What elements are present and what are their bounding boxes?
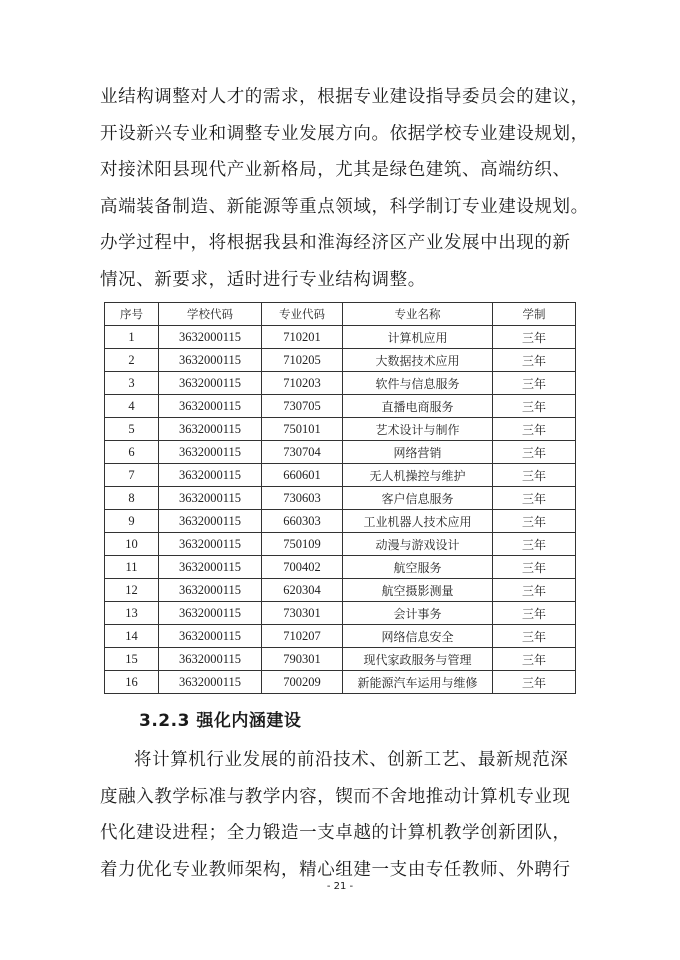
cell-school-code: 3632000115 xyxy=(159,418,262,441)
cell-duration: 三年 xyxy=(493,579,576,602)
cell-major-code: 730704 xyxy=(262,441,343,464)
cell-school-code: 3632000115 xyxy=(159,602,262,625)
cell-duration: 三年 xyxy=(493,441,576,464)
cell-major-name: 会计事务 xyxy=(343,602,493,625)
cell-major-code: 730603 xyxy=(262,487,343,510)
table-row xyxy=(105,510,576,533)
cell-major-name: 计算机应用 xyxy=(343,326,493,349)
bottom-paragraph xyxy=(100,742,600,888)
cell-major-name: 软件与信息服务 xyxy=(343,372,493,395)
paragraph-line: 开设新兴专业和调整专业发展方向。依据学校专业建设规划， xyxy=(100,123,589,144)
cell-major-code: 710201 xyxy=(262,326,343,349)
cell-major-name: 新能源汽车运用与维修 xyxy=(343,671,493,694)
cell-school-code: 3632000115 xyxy=(159,625,262,648)
cell-school-code: 3632000115 xyxy=(159,510,262,533)
cell-major-code: 660601 xyxy=(262,464,343,487)
table-row xyxy=(105,349,576,372)
table-row xyxy=(105,418,576,441)
cell-school-code: 3632000115 xyxy=(159,556,262,579)
cell-index: 15 xyxy=(105,648,159,671)
cell-school-code: 3632000115 xyxy=(159,648,262,671)
cell-school-code: 3632000115 xyxy=(159,533,262,556)
paragraph-line: 情况、新要求，适时进行专业结构调整。 xyxy=(100,269,426,290)
cell-major-code: 620304 xyxy=(262,579,343,602)
cell-index: 12 xyxy=(105,579,159,602)
cell-duration: 三年 xyxy=(493,487,576,510)
cell-duration: 三年 xyxy=(493,625,576,648)
cell-major-code: 710203 xyxy=(262,372,343,395)
cell-major-code: 730301 xyxy=(262,602,343,625)
table-row xyxy=(105,464,576,487)
cell-school-code: 3632000115 xyxy=(159,487,262,510)
header-major-code: 专业代码 xyxy=(262,303,343,326)
cell-major-name: 客户信息服务 xyxy=(343,487,493,510)
cell-duration: 三年 xyxy=(493,349,576,372)
header-duration: 学制 xyxy=(493,303,576,326)
table-row xyxy=(105,671,576,694)
cell-index: 3 xyxy=(105,372,159,395)
cell-duration: 三年 xyxy=(493,418,576,441)
paragraph-line: 将计算机行业发展的前沿技术、创新工艺、最新规范深 xyxy=(134,750,569,770)
cell-duration: 三年 xyxy=(493,395,576,418)
paragraph-line: 对接沭阳县现代产业新格局，尤其是绿色建筑、高端纺织、 xyxy=(100,160,571,181)
majors-table xyxy=(104,302,576,694)
cell-index: 8 xyxy=(105,487,159,510)
cell-index: 4 xyxy=(105,395,159,418)
table-row xyxy=(105,579,576,602)
table-row xyxy=(105,533,576,556)
cell-major-name: 航空摄影测量 xyxy=(343,579,493,602)
cell-major-code: 710207 xyxy=(262,625,343,648)
cell-major-code: 750109 xyxy=(262,533,343,556)
cell-duration: 三年 xyxy=(493,372,576,395)
table-row xyxy=(105,441,576,464)
paragraph-line: 着力优化专业教师架构，精心组建一支由专任教师、外聘行 xyxy=(100,859,571,880)
table-row xyxy=(105,372,576,395)
cell-index: 16 xyxy=(105,671,159,694)
cell-duration: 三年 xyxy=(493,326,576,349)
table-row xyxy=(105,326,576,349)
cell-school-code: 3632000115 xyxy=(159,372,262,395)
cell-school-code: 3632000115 xyxy=(159,671,262,694)
cell-major-code: 660303 xyxy=(262,510,343,533)
cell-major-code: 700209 xyxy=(262,671,343,694)
cell-index: 5 xyxy=(105,418,159,441)
table-row xyxy=(105,395,576,418)
page-number: - 21 - xyxy=(326,881,354,892)
cell-duration: 三年 xyxy=(493,464,576,487)
cell-major-name: 工业机器人技术应用 xyxy=(343,510,493,533)
cell-index: 13 xyxy=(105,602,159,625)
cell-index: 10 xyxy=(105,533,159,556)
cell-major-name: 网络营销 xyxy=(343,441,493,464)
cell-school-code: 3632000115 xyxy=(159,326,262,349)
cell-index: 11 xyxy=(105,556,159,579)
table-row xyxy=(105,602,576,625)
cell-duration: 三年 xyxy=(493,602,576,625)
paragraph-line: 度融入教学标准与教学内容，锲而不舍地推动计算机专业现 xyxy=(100,786,571,807)
cell-duration: 三年 xyxy=(493,648,576,671)
cell-school-code: 3632000115 xyxy=(159,395,262,418)
cell-index: 9 xyxy=(105,510,159,533)
cell-major-name: 网络信息安全 xyxy=(343,625,493,648)
top-paragraph xyxy=(100,79,600,299)
header-school-code: 学校代码 xyxy=(159,303,262,326)
header-major-name: 专业名称 xyxy=(343,303,493,326)
cell-school-code: 3632000115 xyxy=(159,441,262,464)
cell-major-name: 艺术设计与制作 xyxy=(343,418,493,441)
cell-duration: 三年 xyxy=(493,510,576,533)
table-row xyxy=(105,487,576,510)
cell-major-name: 直播电商服务 xyxy=(343,395,493,418)
cell-major-name: 现代家政服务与管理 xyxy=(343,648,493,671)
cell-major-code: 710205 xyxy=(262,349,343,372)
cell-major-code: 750101 xyxy=(262,418,343,441)
cell-index: 2 xyxy=(105,349,159,372)
table-row xyxy=(105,625,576,648)
table-row xyxy=(105,648,576,671)
cell-duration: 三年 xyxy=(493,533,576,556)
table-header-row xyxy=(105,303,576,326)
cell-major-name: 动漫与游戏设计 xyxy=(343,533,493,556)
cell-index: 6 xyxy=(105,441,159,464)
header-index: 序号 xyxy=(105,303,159,326)
cell-major-name: 大数据技术应用 xyxy=(343,349,493,372)
section-heading: 3.2.3 强化内涵建设 xyxy=(139,711,302,731)
cell-major-code: 790301 xyxy=(262,648,343,671)
cell-school-code: 3632000115 xyxy=(159,349,262,372)
paragraph-line: 业结构调整对人才的需求，根据专业建设指导委员会的建议， xyxy=(100,87,589,107)
cell-index: 1 xyxy=(105,326,159,349)
cell-major-code: 700402 xyxy=(262,556,343,579)
cell-index: 14 xyxy=(105,625,159,648)
cell-major-code: 730705 xyxy=(262,395,343,418)
paragraph-line: 代化建设进程；全力锻造一支卓越的计算机教学创新团队， xyxy=(100,823,571,844)
cell-school-code: 3632000115 xyxy=(159,464,262,487)
cell-index: 7 xyxy=(105,464,159,487)
cell-duration: 三年 xyxy=(493,671,576,694)
paragraph-line: 高端装备制造、新能源等重点领域，科学制订专业建设规划。 xyxy=(100,196,589,217)
cell-major-name: 航空服务 xyxy=(343,556,493,579)
cell-duration: 三年 xyxy=(493,556,576,579)
cell-major-name: 无人机操控与维护 xyxy=(343,464,493,487)
table-row xyxy=(105,556,576,579)
paragraph-line: 办学过程中，将根据我县和淮海经济区产业发展中出现的新 xyxy=(100,233,571,254)
cell-school-code: 3632000115 xyxy=(159,579,262,602)
